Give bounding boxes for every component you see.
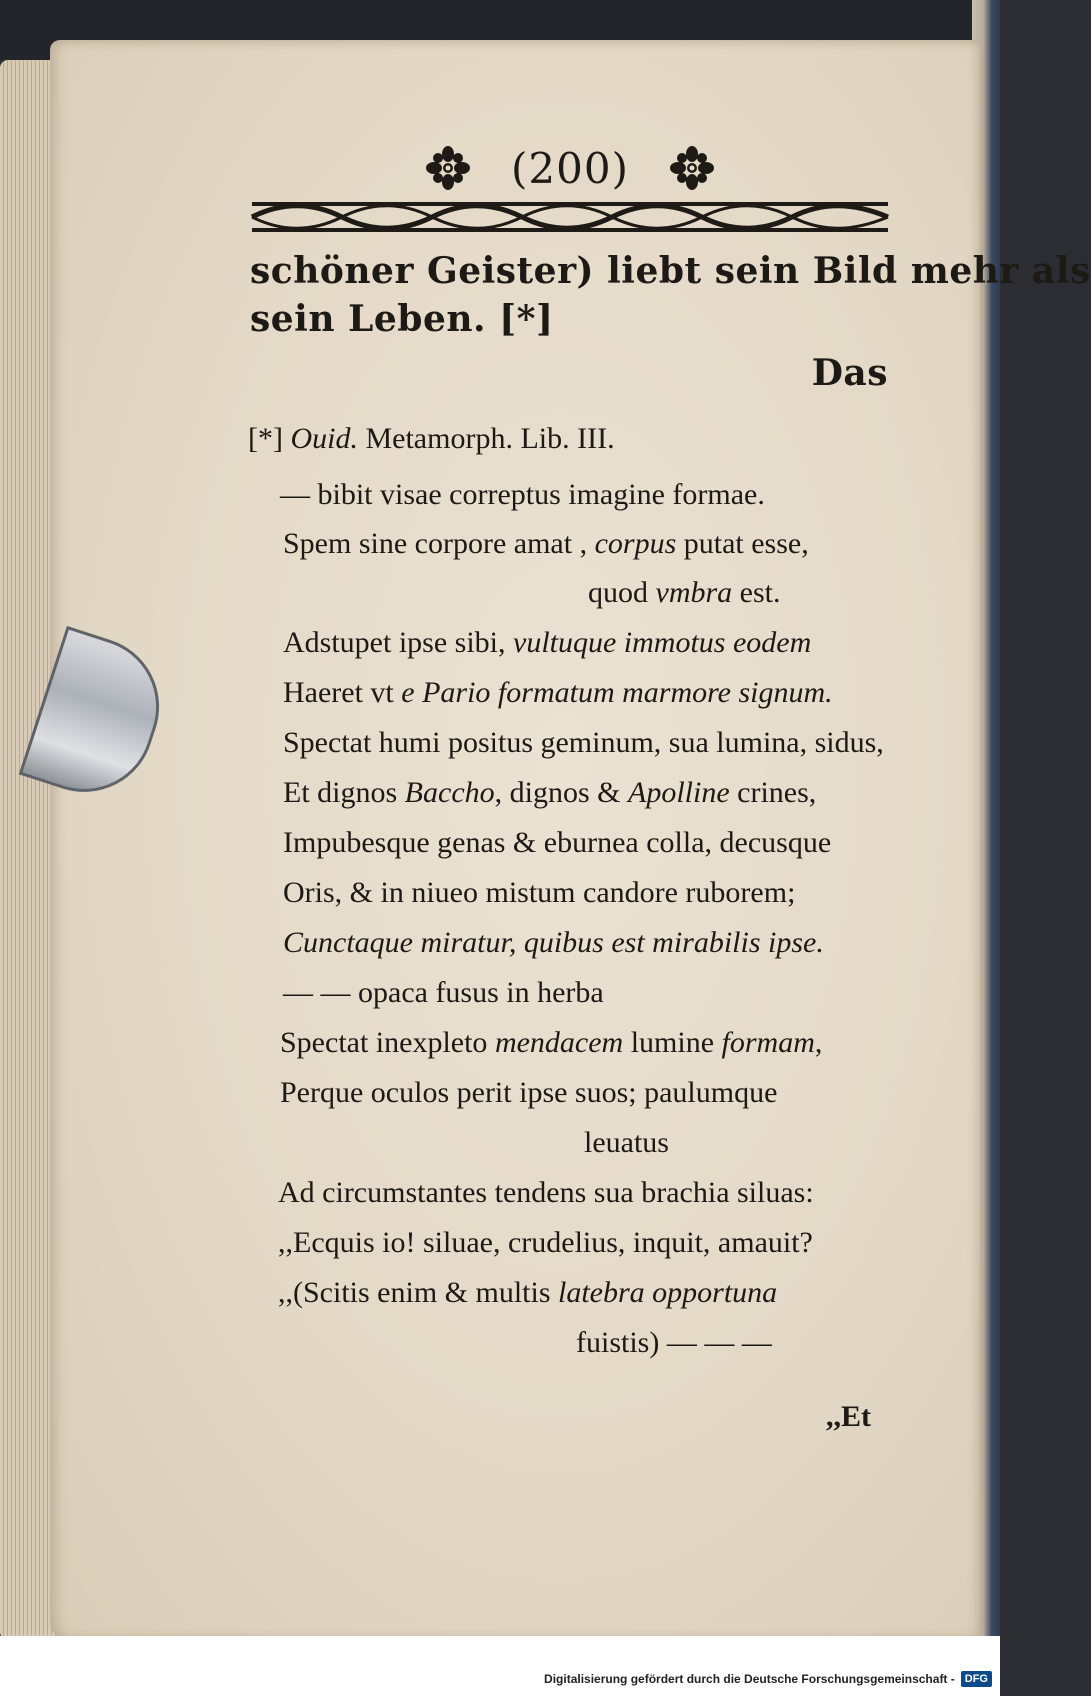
flower-ornament-icon [425, 145, 471, 191]
verse-text: Spectat humi positus geminum, sua lumina, sidus, [283, 726, 884, 759]
verse-italic-text: vmbra [655, 576, 733, 609]
verse-line [280, 1026, 822, 1060]
verse-line [283, 527, 809, 561]
footnote-author: Ouid. [290, 422, 358, 455]
verse-line [283, 876, 795, 910]
body-line: sein Leben. [*] [250, 298, 554, 340]
catchword: ,,Et [826, 1400, 871, 1433]
verse-text: — — opaca fusus in herba [283, 976, 604, 1009]
verse-text: ,,(Scitis enim & multis [278, 1276, 559, 1309]
verse-text: crines, [729, 776, 817, 809]
verse-line [283, 676, 833, 710]
verse-text: est. [732, 576, 781, 609]
footnote-work: Metamorph. Lib. III. [365, 422, 615, 455]
verse-italic-text: vultuque immotus eodem [513, 626, 812, 659]
verse-italic-text: Cunctaque miratur, quibus est mirabilis ipse. [283, 926, 824, 959]
flower-ornament-icon [669, 145, 715, 191]
verse-line [278, 1276, 777, 1310]
verse-line [283, 976, 604, 1010]
verse-italic-text: corpus [594, 527, 677, 560]
verse-text: Impubesque genas & eburnea colla, decusque [283, 826, 832, 859]
verse-italic-text: latebra opportuna [558, 1276, 778, 1309]
verse-line [283, 926, 824, 960]
verse-text: ,,Ecquis io! siluae, crudelius, inquit, amauit? [278, 1226, 813, 1259]
verse-line [283, 726, 884, 760]
footnote-marker: [*] [248, 422, 283, 455]
verse-line [283, 776, 816, 810]
verse-text: quod [588, 576, 656, 609]
verse-text: lumine [623, 1026, 722, 1059]
verse-text: Perque oculos perit ipse suos; paulumque [280, 1076, 778, 1109]
verse-italic-text: formam [721, 1026, 815, 1059]
verse-text: , dignos & [494, 776, 628, 809]
body-line: schöner Geister) liebt sein Bild mehr als [250, 250, 1091, 292]
digitization-credit [544, 1668, 992, 1690]
verse-text: Et dignos [283, 776, 405, 809]
catchword: Das [811, 352, 888, 394]
verse-line [576, 1326, 772, 1360]
ornamental-rule [252, 200, 888, 234]
verse-text: Oris, & in niueo mistum candore ruborem; [283, 876, 796, 909]
verse-text: Haeret vt [283, 676, 402, 709]
verse-italic-text: mendacem [494, 1026, 624, 1059]
verse-text: leuatus [584, 1126, 669, 1159]
verse-line [283, 626, 811, 660]
verse-line [584, 1126, 669, 1160]
verse-text: Spectat inexpleto [280, 1026, 495, 1059]
verse-text: Ad circumstantes tendens sua brachia siluas: [278, 1176, 814, 1209]
verse-italic-text: Baccho [404, 776, 495, 809]
verse-line [588, 576, 780, 610]
verse-text: Spem sine corpore amat , [283, 527, 595, 560]
verse-line [280, 1076, 777, 1110]
verse-italic-text: e Pario formatum marmore signum. [401, 676, 833, 709]
verse-text: fuistis) — — — [576, 1326, 772, 1359]
verse-text: putat esse, [676, 527, 809, 560]
credit-text: Digitalisierung gefördert durch die Deutsche Forschungsgemeinschaft - [544, 1672, 955, 1686]
verse-text: , [814, 1026, 823, 1059]
verse-line [278, 1176, 814, 1210]
verse-line [283, 826, 831, 860]
page-number: (200) [511, 143, 629, 193]
verse-line [278, 1226, 813, 1260]
dfg-logo: DFG [961, 1671, 992, 1687]
verse-text: — bibit visae correptus imagine formae. [280, 478, 765, 511]
verse-line [280, 478, 765, 512]
verse-text: Adstupet ipse sibi, [283, 626, 513, 659]
verse-italic-text: Apolline [628, 776, 730, 809]
footnote-reference [248, 422, 615, 456]
page-header [420, 140, 720, 196]
